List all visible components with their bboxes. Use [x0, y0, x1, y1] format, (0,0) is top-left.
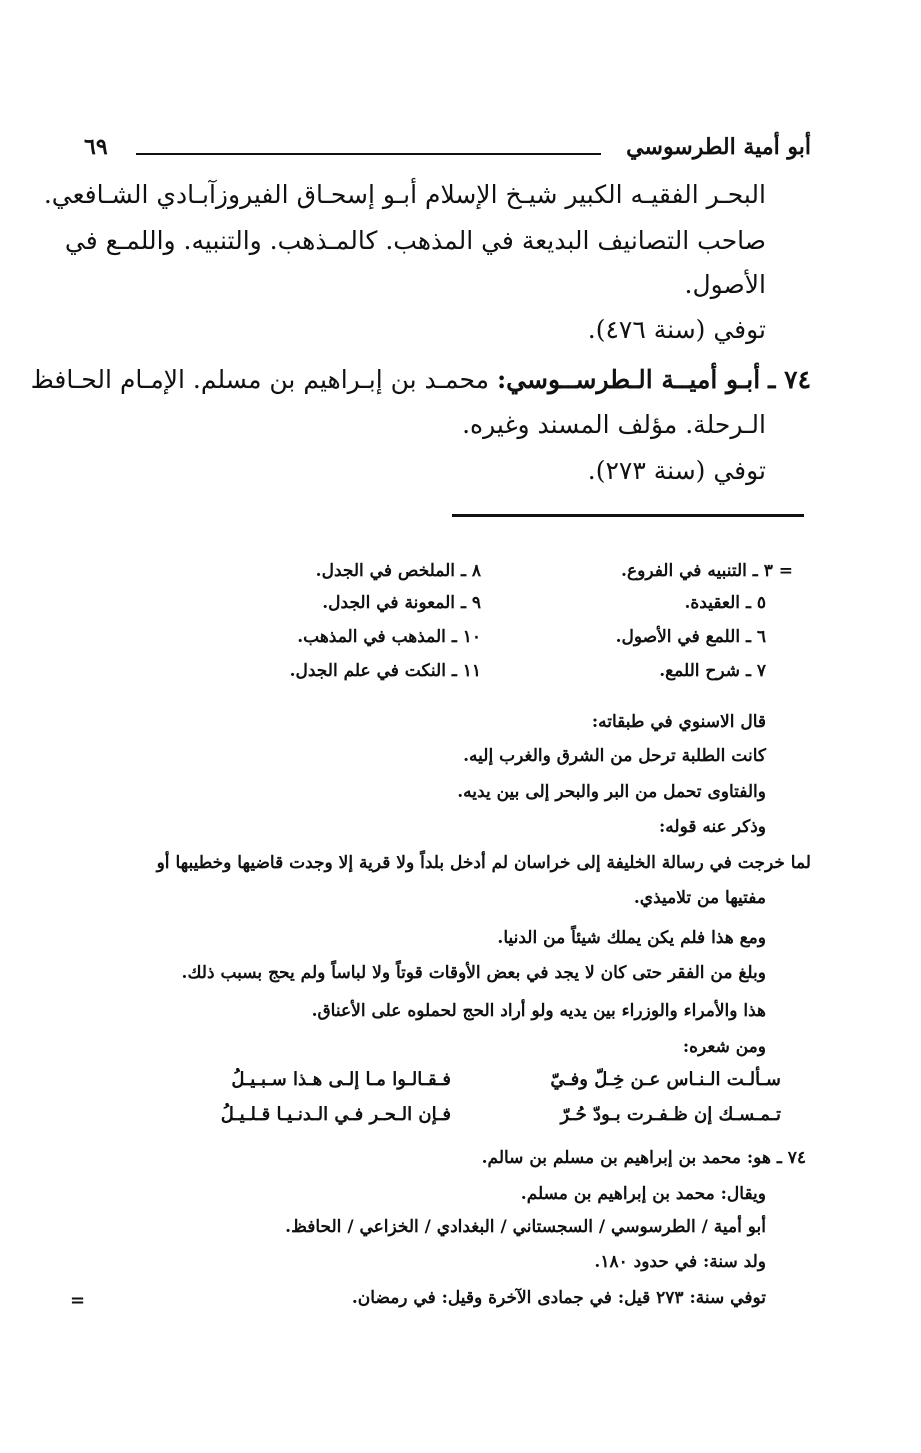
entry-74-line-3: توفي (سنة ٢٧٣). [587, 456, 766, 485]
footnote-74-line: توفي سنة: ٢٧٣ قيل: في جمادى الآخرة وقيل: في رمضان. [351, 1288, 766, 1308]
footnote-line: وذكر عنه قوله: [659, 817, 766, 837]
main-line-2: صاحب التصانيف البديعة في المذهب. كالمـذهب. والتنبيه. واللمـع في [64, 226, 766, 255]
entry-74-line-2: الـرحلة. مؤلف المسند وغيره. [462, 410, 766, 439]
footnote-line: ومن شعره: [682, 1037, 766, 1057]
footnote-74-line: أبو أمية / الطرسوسي / السجستاني / البغدادي / الخزاعي / الحافظ. [285, 1217, 766, 1237]
book-list-item: ٩ ـ المعونة في الجدل. [322, 593, 481, 613]
footnote-line: كانت الطلبة ترحل من الشرق والغرب إليه. [463, 746, 766, 766]
book-list-item: ٧ ـ شرح اللمع. [659, 661, 766, 681]
main-line-3: الأصول. [684, 270, 766, 299]
main-line-1: البحـر الفقيـه الكبير شيـخ الإسلام أبـو إسحـاق الفيروزآبـادي الشـافعي. [43, 180, 766, 209]
page-number: ٦٩ [84, 134, 108, 160]
continued-mark: = [70, 1290, 86, 1311]
header-rule [136, 153, 601, 155]
footnote-line: لما خرجت في رسالة الخليفة إلى خراسان لم أدخل بلداً ولا قرية إلا وجدت قاضيها وخطيبها أو [156, 853, 811, 873]
page-header [84, 134, 811, 174]
running-head: أبو أمية الطرسوسي [626, 134, 811, 160]
poem-verse-1-first-hemistich: سـألـت الـنـاس عـن خِـلّ وفـيّ [550, 1069, 781, 1090]
footnote-line: هذا والأمراء والوزراء بين يديه ولو أراد الحج لحملوه على الأعناق. [311, 1001, 766, 1021]
footnote-line: والفتاوى تحمل من البر والبحر إلى بين يديه. [457, 782, 766, 802]
entry-74-line-1 [30, 365, 811, 394]
book-list-item: ٥ ـ العقيدة. [684, 593, 766, 613]
poem-verse-2-second-hemistich: فـإن الـحـر فـي الـدنـيـا قـلـيـلُ [220, 1104, 451, 1125]
entry-line-1-rest: محمـد بن إبـراهيم بن مسلم. الإمـام الحـافظ [30, 365, 489, 394]
footnote-line: ومع هذا فلم يكن يملك شيئاً من الدنيا. [497, 928, 766, 948]
footnote-line: قال الاسنوي في طبقاته: [591, 712, 766, 732]
footnote-line: وبلغ من الفقر حتى كان لا يجد في بعض الأوقات قوتاً ولا لباساً ولم يحج بسبب ذلك. [181, 963, 766, 983]
main-line-4: توفي (سنة ٤٧٦). [587, 315, 766, 344]
book-list-item: = ٣ ـ التنبيه في الفروع. [621, 561, 793, 581]
footnote-74-line: ولد سنة: في حدود ١٨٠. [594, 1252, 766, 1272]
footnote-74-line: ويقال: محمد بن إبراهيم بن مسلم. [520, 1184, 766, 1204]
book-list-item: ١١ ـ النكت في علم الجدل. [289, 661, 481, 681]
poem-verse-2-first-hemistich: تـمـسـك إن ظـفـرت بـودّ حُـرّ [560, 1104, 781, 1125]
footnote-line: مفتيها من تلاميذي. [633, 888, 766, 908]
footnote-74-line: ٧٤ ـ هو: محمد بن إبراهيم بن مسلم بن سالم. [481, 1148, 806, 1168]
entry-number: ٧٤ ـ [768, 365, 811, 394]
book-list-item: ٦ ـ اللمع في الأصول. [615, 627, 766, 647]
poem-verse-1-second-hemistich: فـقـالـوا مـا إلـى هـذا سـبـيـلُ [231, 1069, 451, 1090]
book-list-item: ٨ ـ الملخص في الجدل. [315, 561, 481, 581]
entry-name: أبـو أميــة الـطرســوسي: [496, 365, 761, 394]
footnote-separator [452, 514, 804, 517]
book-list-item: ١٠ ـ المذهب في المذهب. [297, 627, 481, 647]
